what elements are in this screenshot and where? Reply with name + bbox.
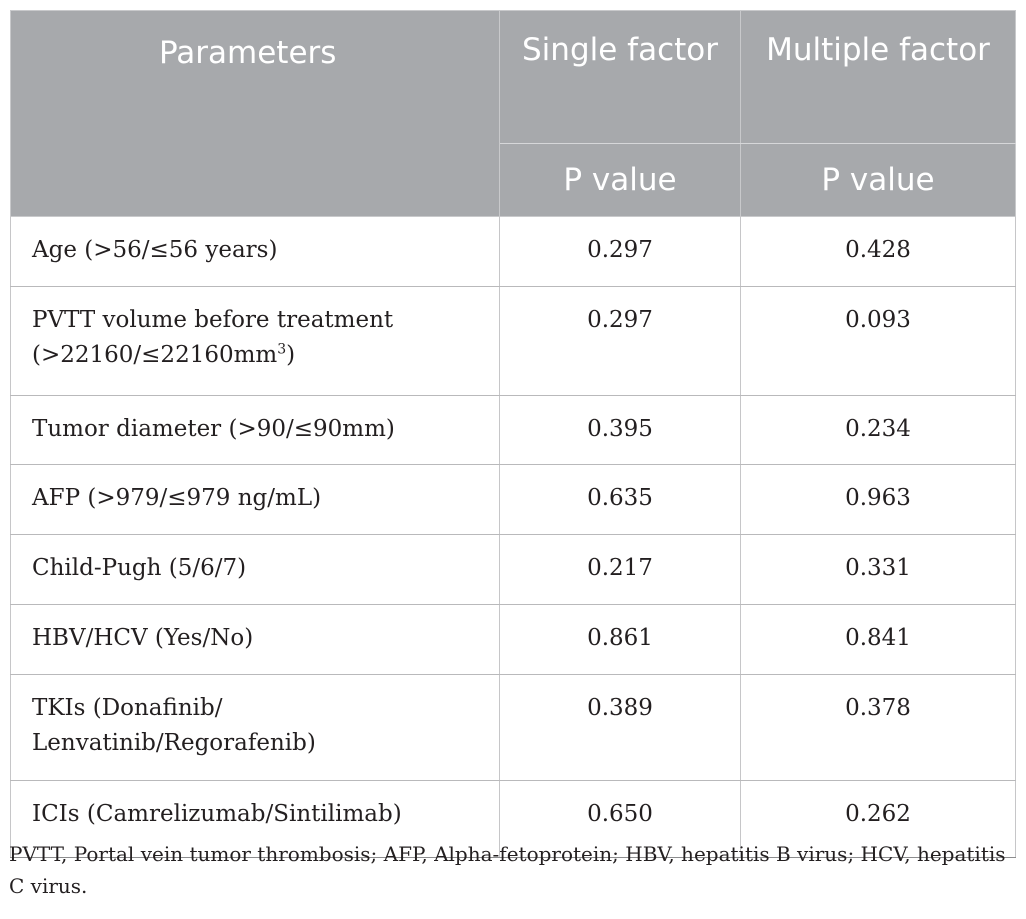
single-p-value: 0.635 xyxy=(500,465,741,535)
multiple-p-value: 0.428 xyxy=(741,217,1016,287)
single-p-value: 0.650 xyxy=(500,781,741,858)
row-label-close: ) xyxy=(286,342,296,368)
multiple-p-value: 0.378 xyxy=(741,675,1016,781)
header-parameters: Parameters xyxy=(11,11,500,217)
table-row xyxy=(11,605,1016,675)
row-label-line1: TKIs (Donafinib/ xyxy=(32,695,223,721)
table-row xyxy=(11,535,1016,605)
row-label: AFP (>979/≤979 ng/mL) xyxy=(11,465,500,535)
results-table xyxy=(10,10,1016,858)
single-p-value: 0.395 xyxy=(500,396,741,465)
table-row xyxy=(11,396,1016,465)
single-p-value: 0.861 xyxy=(500,605,741,675)
header-p-value-multiple: P value xyxy=(741,144,1016,217)
multiple-p-value: 0.234 xyxy=(741,396,1016,465)
row-label-line2: (>22160/≤22160mm xyxy=(32,342,278,368)
multiple-p-value: 0.262 xyxy=(741,781,1016,858)
row-label xyxy=(11,675,500,781)
row-label: HBV/HCV (Yes/No) xyxy=(11,605,500,675)
table-row xyxy=(11,675,1016,781)
row-label-line1: PVTT volume before treatment xyxy=(32,307,394,333)
header-multiple-factor: Multiple factor xyxy=(741,11,1016,144)
row-label: Tumor diameter (>90/≤90mm) xyxy=(11,396,500,465)
table-footnote: PVTT, Portal vein tumor thrombosis; AFP, Alpha-fetoprotein; HBV, hepatitis B virus; HCV, hepatitis C virus. xyxy=(9,842,1006,898)
row-label xyxy=(11,287,500,396)
table-row xyxy=(11,217,1016,287)
single-p-value: 0.389 xyxy=(500,675,741,781)
multiple-p-value: 0.963 xyxy=(741,465,1016,535)
multiple-p-value: 0.841 xyxy=(741,605,1016,675)
header-single-factor: Single factor xyxy=(500,11,741,144)
single-p-value: 0.297 xyxy=(500,287,741,396)
superscript-cube: 3 xyxy=(277,341,287,358)
table-row xyxy=(11,287,1016,396)
row-label: Child-Pugh (5/6/7) xyxy=(11,535,500,605)
row-label: ICIs (Camrelizumab/Sintilimab) xyxy=(11,781,500,858)
header-p-value-single: P value xyxy=(500,144,741,217)
table-body xyxy=(11,217,1016,858)
row-label-line2: Lenvatinib/Regorafenib) xyxy=(32,730,316,756)
single-p-value: 0.297 xyxy=(500,217,741,287)
row-label: Age (>56/≤56 years) xyxy=(11,217,500,287)
multiple-p-value: 0.093 xyxy=(741,287,1016,396)
table-header xyxy=(11,11,1016,217)
single-p-value: 0.217 xyxy=(500,535,741,605)
multiple-p-value: 0.331 xyxy=(741,535,1016,605)
table-row xyxy=(11,465,1016,535)
